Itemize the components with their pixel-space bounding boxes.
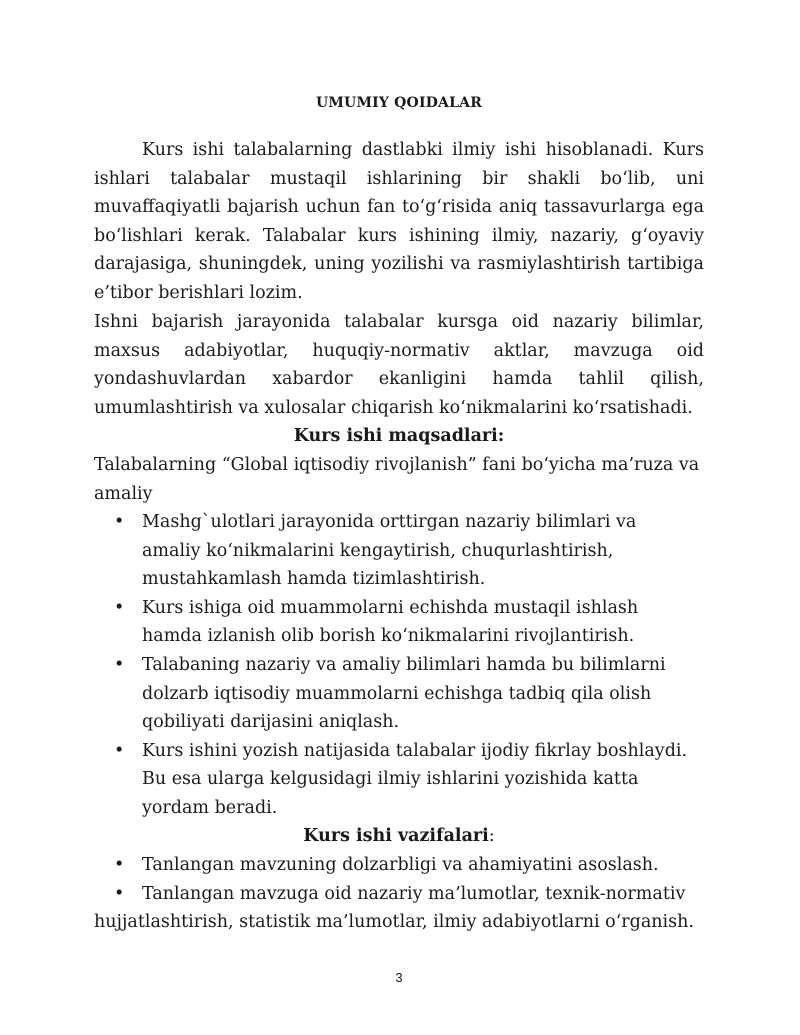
bullet-icon: • bbox=[114, 597, 125, 618]
tasks-heading-colon: : bbox=[488, 826, 495, 846]
list-item bbox=[94, 851, 704, 880]
bullet-icon: • bbox=[114, 855, 125, 875]
list-item bbox=[94, 651, 694, 737]
bullet-icon: • bbox=[114, 512, 125, 532]
goal-text: Kurs ishiga oid muammolarni echishda mustaqil ishlash hamda izlanish olib borish ko‘nikmalarini rivojlantirish. bbox=[142, 597, 639, 647]
bullet-icon: • bbox=[114, 740, 125, 761]
document-title: UMUMIY QOIDALAR bbox=[315, 95, 483, 111]
list-item bbox=[94, 880, 704, 937]
bullet-icon: • bbox=[114, 654, 125, 675]
list-item bbox=[94, 594, 694, 651]
bullet-icon: • bbox=[114, 883, 125, 904]
task-text: Tanlangan mavzuga oid nazariy ma’lumotlar, texnik-normativ hujjatlashtirish, statistik ma’lumotlar, ilmiy adabiyotlarni o‘rganish. bbox=[94, 883, 694, 933]
paragraph-process: Ishni bajarish jarayonida talabalar kursga oid nazariy bilimlar, maxsus adabiyotlar, huquqiy-normativ aktlar, mavzuga oid yondashuvlardan xabardor ekanligini hamda tahlil qilish, umumlashtirish va xulosalar chiqarish ko‘nikmalarini ko‘rsatishadi. bbox=[94, 312, 704, 418]
goals-list bbox=[94, 508, 704, 823]
list-item bbox=[94, 508, 694, 594]
goal-text: Mashg`ulotlari jarayonida orttirgan nazariy bilimlari va amaliy ko‘nikmalarini kengaytirish, chuqurlashtirish, mustahkamlash hamda tizimlashtirish. bbox=[142, 512, 637, 590]
tasks-heading bbox=[94, 822, 704, 851]
tasks-list bbox=[94, 851, 704, 937]
page-number: 3 bbox=[395, 970, 403, 985]
goals-heading: Kurs ishi maqsadlari: bbox=[293, 426, 505, 446]
paragraph-intro: Kurs ishi talabalarning dastlabki ilmiy ishi hisoblanadi. Kurs ishlari talabalar mustaqil ishlarining bir shakli bo‘lib, uni muvaffaqiyatli bajarish uchun fan to‘g‘risida aniq tassavurlarga ega bo‘lishlari kerak. Talabalar kurs ishining ilmiy, nazariy, g‘oyaviy darajasiga, shuningdek, uning yozilishi va rasmiylashtirish tartibiga e’tibor berishlari lozim. bbox=[94, 140, 704, 303]
goals-intro: Talabalarning “Global iqtisodiy rivojlanish” fani bo‘yicha ma’ruza va amaliy bbox=[94, 455, 700, 504]
goal-text: Talabaning nazariy va amaliy bilimlari hamda bu bilimlarni dolzarb iqtisodiy muammolarni echishga tadbiq qila olish qobiliyati darijasini aniqlash. bbox=[142, 654, 666, 733]
task-text: Tanlangan mavzuning dolzarbligi va ahamiyatini asoslash. bbox=[142, 855, 659, 875]
list-item bbox=[94, 737, 694, 823]
tasks-heading-text: Kurs ishi vazifalari bbox=[303, 826, 489, 846]
goal-text: Kurs ishini yozish natijasida talabalar ijodiy fikrlay boshlaydi. Bu esa ularga kelgusidagi ilmiy ishlarini yozishida katta yordam beradi. bbox=[142, 740, 688, 818]
document-page bbox=[94, 0, 704, 1035]
